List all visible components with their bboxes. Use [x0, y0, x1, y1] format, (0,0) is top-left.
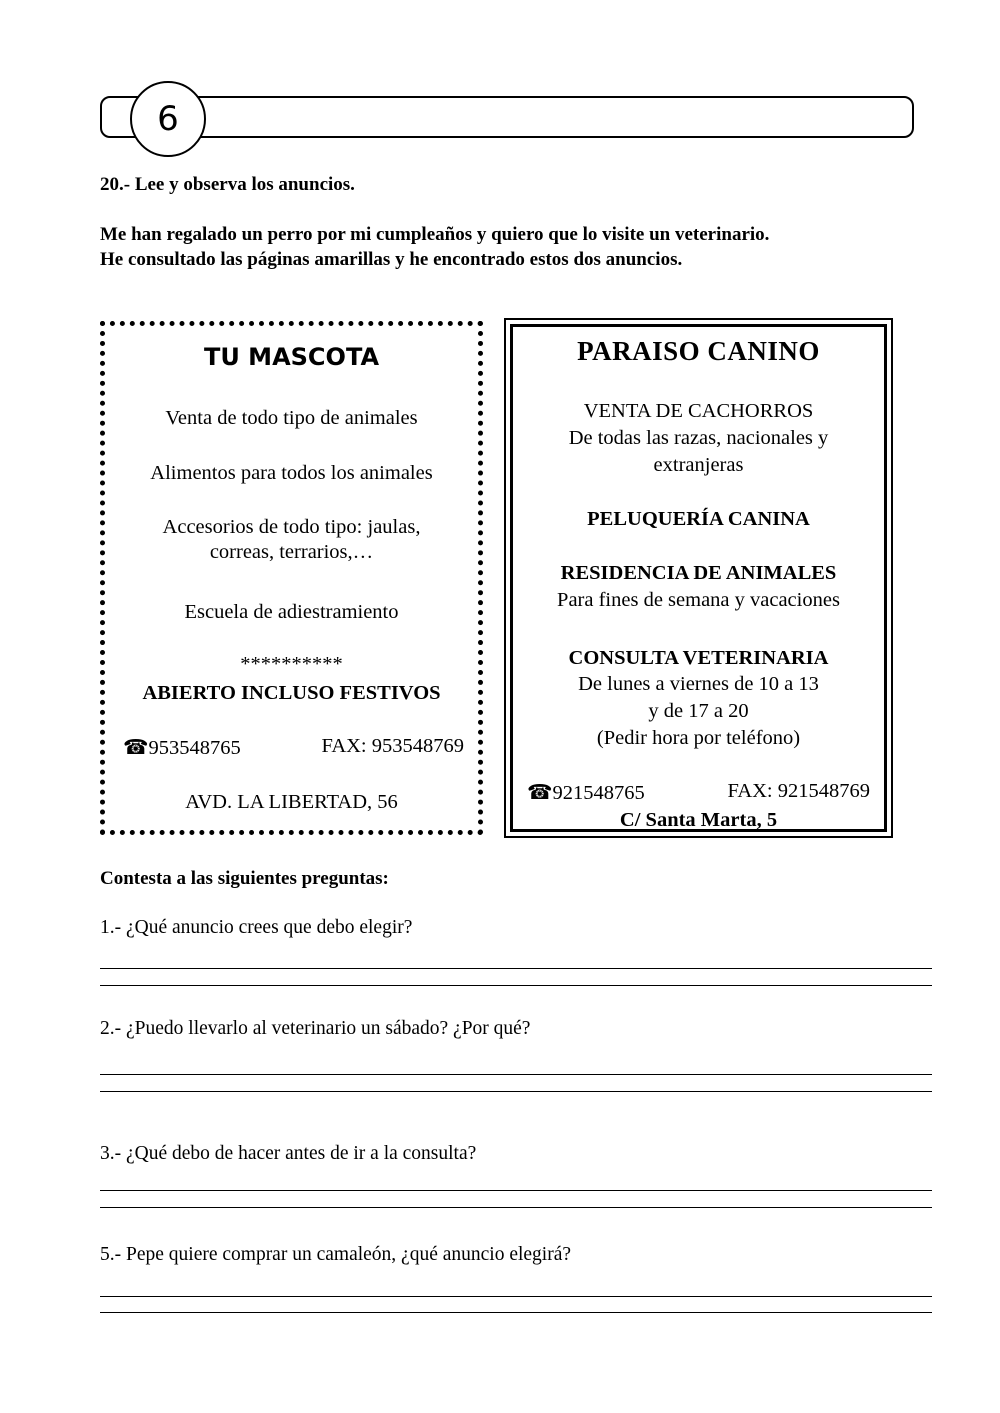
ad-mascota-open-note: ABIERTO INCLUSO FESTIVOS	[142, 682, 441, 704]
unit-number-badge	[130, 81, 206, 157]
ad-paraiso-phone: ☎921548765	[527, 782, 645, 804]
ad-paraiso-vet-heading: CONSULTA VETERINARIA	[568, 647, 829, 669]
answer-line[interactable]	[100, 968, 932, 969]
ad-paraiso-residence-heading: RESIDENCIA DE ANIMALES	[560, 562, 837, 584]
ad-mascota-phone: ☎953548765	[123, 737, 241, 759]
ad-paraiso-sale-line-1: De todas las razas, nacionales y	[568, 427, 829, 449]
answer-line[interactable]	[100, 985, 932, 986]
answer-line[interactable]	[100, 1296, 932, 1297]
ad-mascota-contact-row	[123, 735, 464, 760]
ad-mascota-service-food: Alimentos para todos los animales	[150, 462, 433, 484]
ad-paraiso-sale-line-2: extranjeras	[653, 454, 744, 476]
question-2: 2.- ¿Puedo llevarlo al veterinario un sábado? ¿Por qué?	[100, 1018, 531, 1039]
question-1: 1.- ¿Qué anuncio crees que debo elegir?	[100, 917, 413, 938]
ad-paraiso-canino	[504, 318, 893, 838]
ad-paraiso-sale-heading: VENTA DE CACHORROS	[583, 400, 814, 422]
phone-icon: ☎	[527, 782, 553, 804]
phone-icon: ☎	[123, 737, 149, 759]
ad-paraiso-vet-hours-1: De lunes a viernes de 10 a 13	[578, 673, 819, 695]
unit-number: 6	[157, 99, 179, 139]
ad-paraiso-contact-row	[527, 780, 870, 805]
exercise-title: 20.- Lee y observa los anuncios.	[100, 174, 355, 195]
intro-line-2: He consultado las páginas amarillas y he encontrado estos dos anuncios.	[100, 249, 683, 270]
answer-line[interactable]	[100, 1312, 932, 1313]
answer-line[interactable]	[100, 1207, 932, 1208]
ad-mascota-title: TU MASCOTA	[203, 343, 380, 371]
ad-mascota-service-sales: Venta de todo tipo de animales	[165, 407, 418, 429]
ad-mascota-fax: FAX: 953548769	[321, 735, 464, 757]
ad-mascota-service-accessories-2: correas, terrarios,…	[209, 541, 374, 563]
unit-header-bar	[100, 96, 914, 138]
questions-heading: Contesta a las siguientes preguntas:	[100, 868, 389, 889]
answer-line[interactable]	[100, 1074, 932, 1075]
ad-tu-mascota	[100, 321, 483, 835]
ad-mascota-stars: **********	[240, 653, 343, 675]
ad-mascota-service-accessories-1: Accesorios de todo tipo: jaulas,	[162, 516, 421, 538]
ad-paraiso-title: PARAISO CANINO	[577, 336, 820, 366]
ad-paraiso-vet-note: (Pedir hora por teléfono)	[596, 727, 801, 749]
ad-mascota-service-school: Escuela de adiestramiento	[184, 601, 399, 623]
ad-paraiso-fax: FAX: 921548769	[727, 780, 870, 802]
answer-line[interactable]	[100, 1091, 932, 1092]
ad-paraiso-inner-frame	[510, 324, 887, 832]
answer-line[interactable]	[100, 1190, 932, 1191]
question-5: 5.- Pepe quiere comprar un camaleón, ¿qué anuncio elegirá?	[100, 1244, 572, 1265]
intro-line-1: Me han regalado un perro por mi cumpleaños y quiero que lo visite un veterinario.	[100, 224, 770, 245]
ad-paraiso-residence-text: Para fines de semana y vacaciones	[557, 589, 840, 611]
ad-mascota-address: AVD. LA LIBERTAD, 56	[185, 791, 398, 813]
ad-paraiso-address: C/ Santa Marta, 5	[619, 809, 778, 831]
ad-paraiso-grooming: PELUQUERÍA CANINA	[587, 508, 810, 530]
question-3: 3.- ¿Qué debo de hacer antes de ir a la consulta?	[100, 1143, 477, 1164]
ad-paraiso-vet-hours-2: y de 17 a 20	[648, 700, 749, 722]
